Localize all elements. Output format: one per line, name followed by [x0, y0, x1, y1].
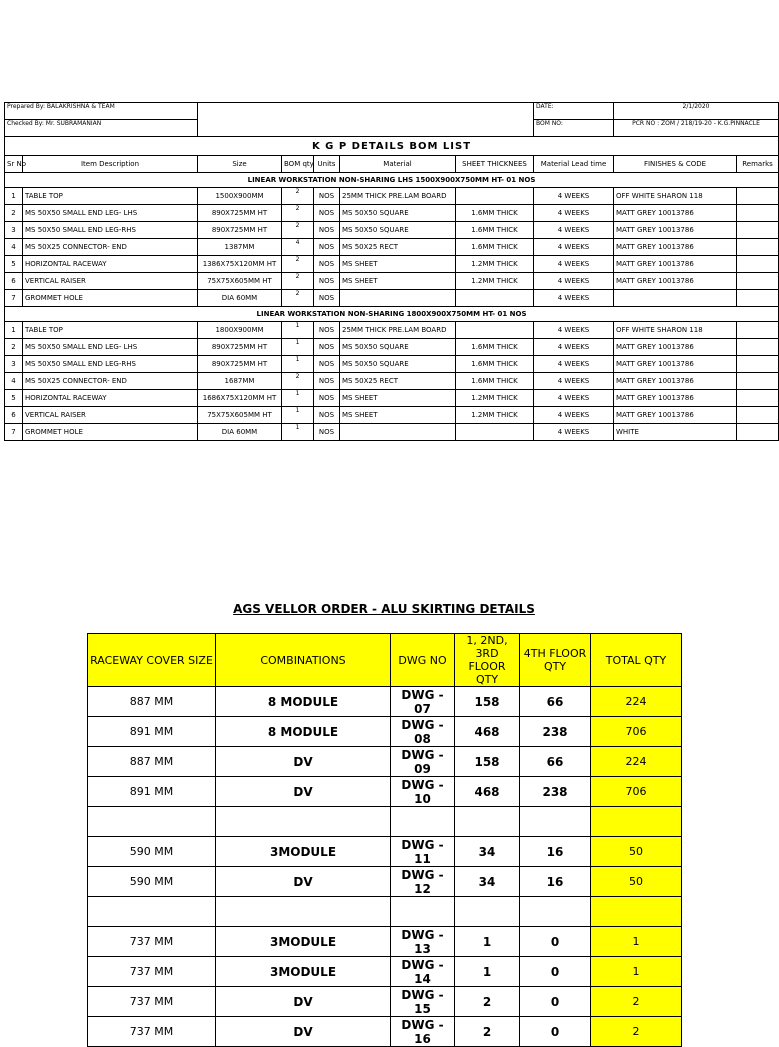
bom-row [5, 290, 779, 307]
bom-cell: NOS [314, 239, 340, 256]
prepared-by: Prepared By: BALAKRISHNA & TEAM [5, 103, 198, 120]
bom-cell: 75X75X605MM HT [198, 273, 282, 290]
skirting-cell: DWG - 14 [391, 957, 455, 987]
bom-cell: 4 [5, 239, 23, 256]
bom-cell: MATT GREY 10013786 [614, 339, 737, 356]
bom-cell [737, 407, 779, 424]
skirting-cell: 2 [455, 1017, 520, 1047]
bom-cell: TABLE TOP [23, 322, 198, 339]
bom-cell: MS SHEET [340, 256, 456, 273]
bom-cell: 6 [5, 407, 23, 424]
skirting-cell: DWG - 11 [391, 837, 455, 867]
bom-cell: 2 [5, 205, 23, 222]
skirting-header-cell: RACEWAY COVER SIZE [88, 634, 216, 687]
bom-row [5, 239, 779, 256]
bom-cell [456, 322, 534, 339]
bom-cell: 4 WEEKS [534, 222, 614, 239]
bom-cell: MS SHEET [340, 273, 456, 290]
bom-header-cell: Size [198, 156, 282, 173]
bom-header-cell: Material Lead time [534, 156, 614, 173]
bom-cell: 1.6MM THICK [456, 356, 534, 373]
skirting-cell: DWG - 10 [391, 777, 455, 807]
bom-cell: 1.6MM THICK [456, 239, 534, 256]
skirting-cell: DWG - 07 [391, 687, 455, 717]
skirting-table [87, 633, 682, 1047]
skirting-cell: 16 [520, 837, 591, 867]
skirting-cell: 0 [520, 957, 591, 987]
bom-cell [340, 290, 456, 307]
bom-cell: 4 WEEKS [534, 273, 614, 290]
bom-row [5, 205, 779, 222]
skirting-cell: 468 [455, 717, 520, 747]
bom-cell: DIA 60MM [198, 424, 282, 441]
skirting-cell: 8 MODULE [216, 687, 391, 717]
skirting-cell: 887 MM [88, 747, 216, 777]
bom-row [5, 373, 779, 390]
skirting-row [88, 837, 682, 867]
bom-header-cell: Remarks [737, 156, 779, 173]
bom-section-row [5, 307, 779, 322]
bom-cell: 3 [5, 222, 23, 239]
skirting-cell: 3MODULE [216, 927, 391, 957]
bom-header-cell: Item Description [23, 156, 198, 173]
skirting-cell: DWG - 16 [391, 1017, 455, 1047]
skirting-cell: 468 [455, 777, 520, 807]
skirting-row [88, 927, 682, 957]
bom-cell: 4 WEEKS [534, 339, 614, 356]
bom-cell: 1687MM [198, 373, 282, 390]
bom-cell: MATT GREY 10013786 [614, 273, 737, 290]
bom-cell: MS 50X50 SMALL END LEG-RHS [23, 222, 198, 239]
bom-cell: MATT GREY 10013786 [614, 407, 737, 424]
bom-cell: 4 WEEKS [534, 424, 614, 441]
bom-cell: 1387MM [198, 239, 282, 256]
skirting-cell: 737 MM [88, 927, 216, 957]
skirting-header-cell: TOTAL QTY [591, 634, 682, 687]
skirting-cell: 706 [591, 777, 682, 807]
skirting-cell: 1 [455, 927, 520, 957]
bom-row [5, 322, 779, 339]
skirting-header-row [88, 634, 682, 687]
skirting-cell: 1 [455, 957, 520, 987]
bom-cell: 1.2MM THICK [456, 390, 534, 407]
skirting-cell: 16 [520, 867, 591, 897]
bom-cell [737, 239, 779, 256]
bom-cell: 1 [5, 322, 23, 339]
bom-cell: MATT GREY 10013786 [614, 256, 737, 273]
skirting-cell [216, 807, 391, 837]
bom-cell: 75X75X605MM HT [198, 407, 282, 424]
skirting-title: AGS VELLOR ORDER - ALU SKIRTING DETAILS [233, 602, 535, 616]
skirting-cell: 66 [520, 747, 591, 777]
bom-row [5, 407, 779, 424]
skirting-cell: 0 [520, 1017, 591, 1047]
bom-cell: DIA 60MM [198, 290, 282, 307]
skirting-cell [391, 897, 455, 927]
bom-cell: MS 50X50 SMALL END LEG-RHS [23, 356, 198, 373]
bom-cell: 4 WEEKS [534, 205, 614, 222]
bom-cell [737, 390, 779, 407]
bom-cell: 890X725MM HT [198, 205, 282, 222]
bom-cell: NOS [314, 390, 340, 407]
bom-cell: MS 50X25 RECT [340, 239, 456, 256]
skirting-header-cell: 1, 2ND, 3RD FLOOR QTY [455, 634, 520, 687]
bom-cell [456, 424, 534, 441]
bom-cell: 890X725MM HT [198, 356, 282, 373]
skirting-header-cell: DWG NO [391, 634, 455, 687]
bom-cell: NOS [314, 256, 340, 273]
date-value: 2/1/2020 [614, 103, 779, 120]
skirting-empty-row [88, 807, 682, 837]
skirting-cell: 238 [520, 777, 591, 807]
bom-cell: 2 [282, 205, 314, 222]
bom-cell: 1 [282, 339, 314, 356]
skirting-row [88, 987, 682, 1017]
skirting-cell: 706 [591, 717, 682, 747]
bom-row [5, 356, 779, 373]
bom-cell [737, 273, 779, 290]
skirting-cell: DV [216, 987, 391, 1017]
bom-cell: 1.2MM THICK [456, 273, 534, 290]
skirting-cell: DWG - 09 [391, 747, 455, 777]
skirting-cell [88, 807, 216, 837]
bom-cell: 1.6MM THICK [456, 373, 534, 390]
skirting-cell: 737 MM [88, 987, 216, 1017]
bom-section-title: LINEAR WORKSTATION NON-SHARING 1800X900X750MM HT- 01 NOS [5, 307, 779, 322]
bom-cell: NOS [314, 188, 340, 205]
bom-cell: 7 [5, 290, 23, 307]
bom-cell: MATT GREY 10013786 [614, 239, 737, 256]
bom-body [5, 173, 779, 441]
skirting-cell: DWG - 15 [391, 987, 455, 1017]
bom-cell: MS SHEET [340, 390, 456, 407]
bom-no-label: BOM NO: [534, 120, 614, 137]
bom-cell: NOS [314, 339, 340, 356]
bom-cell: 3 [5, 356, 23, 373]
bom-cell: 4 WEEKS [534, 290, 614, 307]
bom-cell: 4 WEEKS [534, 256, 614, 273]
bom-cell [737, 424, 779, 441]
skirting-body [88, 634, 682, 1047]
bom-cell: NOS [314, 322, 340, 339]
bom-no-value: PCR NO : ZOM / 218/19-20 - K.G.PINNACLE [614, 120, 779, 137]
bom-cell [456, 188, 534, 205]
bom-cell: MATT GREY 10013786 [614, 205, 737, 222]
skirting-row [88, 777, 682, 807]
bom-cell: GROMMET HOLE [23, 424, 198, 441]
bom-cell: MATT GREY 10013786 [614, 222, 737, 239]
bom-cell: 4 WEEKS [534, 373, 614, 390]
skirting-cell: 891 MM [88, 717, 216, 747]
skirting-cell: DWG - 08 [391, 717, 455, 747]
bom-cell: NOS [314, 290, 340, 307]
bom-cell: MATT GREY 10013786 [614, 356, 737, 373]
bom-cell [737, 188, 779, 205]
skirting-row [88, 717, 682, 747]
skirting-cell [520, 897, 591, 927]
skirting-cell: 3MODULE [216, 957, 391, 987]
bom-cell [456, 290, 534, 307]
bom-cell: 2 [282, 256, 314, 273]
bom-cell: 1386X75X120MM HT [198, 256, 282, 273]
bom-cell: GROMMET HOLE [23, 290, 198, 307]
bom-cell [737, 205, 779, 222]
bom-cell: 1.6MM THICK [456, 222, 534, 239]
bom-cell: MS 50X50 SQUARE [340, 339, 456, 356]
skirting-cell: 0 [520, 927, 591, 957]
bom-cell: 2 [282, 188, 314, 205]
bom-cell: 1 [282, 356, 314, 373]
bom-title: K G P DETAILS BOM LIST [5, 137, 779, 156]
bom-header-cell: Sr No [5, 156, 23, 173]
skirting-cell: 590 MM [88, 867, 216, 897]
skirting-cell: 2 [455, 987, 520, 1017]
skirting-empty-row [88, 897, 682, 927]
bom-cell: 1686X75X120MM HT [198, 390, 282, 407]
bom-cell: 1 [282, 407, 314, 424]
skirting-cell: 3MODULE [216, 837, 391, 867]
bom-cell [737, 256, 779, 273]
bom-cell: 1 [282, 424, 314, 441]
skirting-cell: 2 [591, 1017, 682, 1047]
skirting-cell [216, 897, 391, 927]
skirting-cell: 2 [591, 987, 682, 1017]
bom-header-cell: BOM qty [282, 156, 314, 173]
bom-cell: 5 [5, 390, 23, 407]
skirting-cell: DWG - 12 [391, 867, 455, 897]
bom-cell: NOS [314, 356, 340, 373]
bom-cell: 4 WEEKS [534, 356, 614, 373]
bom-cell [737, 222, 779, 239]
bom-cell: NOS [314, 222, 340, 239]
bom-cell: 4 WEEKS [534, 407, 614, 424]
skirting-cell [391, 807, 455, 837]
bom-cell: MATT GREY 10013786 [614, 373, 737, 390]
bom-cell: MS 50X50 SQUARE [340, 356, 456, 373]
bom-cell: 1.2MM THICK [456, 407, 534, 424]
bom-cell: 4 WEEKS [534, 322, 614, 339]
bom-cell: HORIZONTAL RACEWAY [23, 390, 198, 407]
bom-cell: MS 50X25 CONNECTOR- END [23, 373, 198, 390]
bom-cell: MS 50X50 SMALL END LEG- LHS [23, 339, 198, 356]
bom-cell: MATT GREY 10013786 [614, 390, 737, 407]
skirting-cell: 590 MM [88, 837, 216, 867]
skirting-cell: 50 [591, 867, 682, 897]
bom-cell: 2 [282, 290, 314, 307]
bom-cell: TABLE TOP [23, 188, 198, 205]
bom-row [5, 256, 779, 273]
bom-header-cell: Material [340, 156, 456, 173]
skirting-cell: DWG - 13 [391, 927, 455, 957]
bom-row [5, 424, 779, 441]
bom-cell: MS SHEET [340, 407, 456, 424]
skirting-row [88, 687, 682, 717]
bom-cell: NOS [314, 373, 340, 390]
bom-cell: MS 50X50 SQUARE [340, 205, 456, 222]
bom-cell: HORIZONTAL RACEWAY [23, 256, 198, 273]
bom-header-cell: SHEET THICKNEES [456, 156, 534, 173]
skirting-cell: 238 [520, 717, 591, 747]
bom-row [5, 390, 779, 407]
bom-cell: 6 [5, 273, 23, 290]
bom-cell: 890X725MM HT [198, 339, 282, 356]
skirting-header-cell: COMBINATIONS [216, 634, 391, 687]
bom-cell: 2 [282, 222, 314, 239]
bom-cell: NOS [314, 407, 340, 424]
skirting-cell: DV [216, 867, 391, 897]
bom-header-cell: Units [314, 156, 340, 173]
bom-cell: MS 50X25 CONNECTOR- END [23, 239, 198, 256]
skirting-header-cell: 4TH FLOOR QTY [520, 634, 591, 687]
skirting-cell [591, 897, 682, 927]
skirting-row [88, 1017, 682, 1047]
skirting-cell: 1 [591, 957, 682, 987]
skirting-cell [455, 897, 520, 927]
bom-cell: MS 50X25 RECT [340, 373, 456, 390]
bom-cell [737, 339, 779, 356]
bom-cell: VERTICAL RAISER [23, 407, 198, 424]
bom-cell: 4 WEEKS [534, 188, 614, 205]
skirting-cell: 66 [520, 687, 591, 717]
bom-cell: 890X725MM HT [198, 222, 282, 239]
bom-cell: 2 [282, 373, 314, 390]
skirting-cell [88, 897, 216, 927]
bom-cell: OFF WHITE SHARON 118 [614, 322, 737, 339]
skirting-row [88, 747, 682, 777]
bom-section-row [5, 173, 779, 188]
skirting-cell: 34 [455, 867, 520, 897]
bom-row [5, 188, 779, 205]
bom-cell: WHITE [614, 424, 737, 441]
bom-cell: 2 [282, 273, 314, 290]
bom-cell: NOS [314, 273, 340, 290]
skirting-cell: 50 [591, 837, 682, 867]
skirting-cell: 8 MODULE [216, 717, 391, 747]
skirting-cell: 158 [455, 747, 520, 777]
skirting-cell: 737 MM [88, 957, 216, 987]
bom-cell: MS 50X50 SQUARE [340, 222, 456, 239]
bom-cell [340, 424, 456, 441]
skirting-cell: 1 [591, 927, 682, 957]
bom-cell: 7 [5, 424, 23, 441]
skirting-cell: 224 [591, 687, 682, 717]
skirting-cell: 0 [520, 987, 591, 1017]
skirting-cell: 891 MM [88, 777, 216, 807]
bom-cell: 4 [282, 239, 314, 256]
bom-cell [737, 322, 779, 339]
skirting-cell: DV [216, 1017, 391, 1047]
skirting-cell: DV [216, 777, 391, 807]
bom-cell: OFF WHITE SHARON 118 [614, 188, 737, 205]
skirting-cell: 224 [591, 747, 682, 777]
skirting-cell: 34 [455, 837, 520, 867]
bom-cell: 25MM THICK PRE.LAM BOARD [340, 322, 456, 339]
bom-row [5, 222, 779, 239]
skirting-cell: 737 MM [88, 1017, 216, 1047]
skirting-cell: 887 MM [88, 687, 216, 717]
bom-table [4, 102, 779, 441]
checked-by: Checked By: Mr. SUBRAMANIAN [5, 120, 198, 137]
skirting-row [88, 867, 682, 897]
bom-cell: 1.6MM THICK [456, 339, 534, 356]
bom-cell: 1.6MM THICK [456, 205, 534, 222]
bom-cell: VERTICAL RAISER [23, 273, 198, 290]
skirting-row [88, 957, 682, 987]
bom-cell: NOS [314, 424, 340, 441]
bom-header-row [5, 156, 779, 173]
bom-cell [737, 356, 779, 373]
bom-cell: MS 50X50 SMALL END LEG- LHS [23, 205, 198, 222]
blank-header-cell [198, 103, 534, 137]
bom-cell: 1800X900MM [198, 322, 282, 339]
bom-cell: NOS [314, 205, 340, 222]
bom-cell: 4 WEEKS [534, 239, 614, 256]
date-label: DATE: [534, 103, 614, 120]
bom-cell: 1 [5, 188, 23, 205]
bom-cell [614, 290, 737, 307]
skirting-cell: DV [216, 747, 391, 777]
bom-header-cell: FINISHES & CODE [614, 156, 737, 173]
bom-cell: 4 [5, 373, 23, 390]
bom-row [5, 273, 779, 290]
bom-section-title: LINEAR WORKSTATION NON-SHARING LHS 1500X900X750MM HT- 01 NOS [5, 173, 779, 188]
bom-cell: 1500X900MM [198, 188, 282, 205]
bom-cell: 1 [282, 390, 314, 407]
bom-cell: 1.2MM THICK [456, 256, 534, 273]
skirting-cell [455, 807, 520, 837]
skirting-cell [591, 807, 682, 837]
bom-cell: 4 WEEKS [534, 390, 614, 407]
skirting-cell: 158 [455, 687, 520, 717]
bom-cell [737, 373, 779, 390]
bom-cell: 2 [5, 339, 23, 356]
bom-cell: 5 [5, 256, 23, 273]
bom-row [5, 339, 779, 356]
bom-cell: 1 [282, 322, 314, 339]
bom-cell [737, 290, 779, 307]
skirting-cell [520, 807, 591, 837]
bom-cell: 25MM THICK PRE.LAM BOARD [340, 188, 456, 205]
